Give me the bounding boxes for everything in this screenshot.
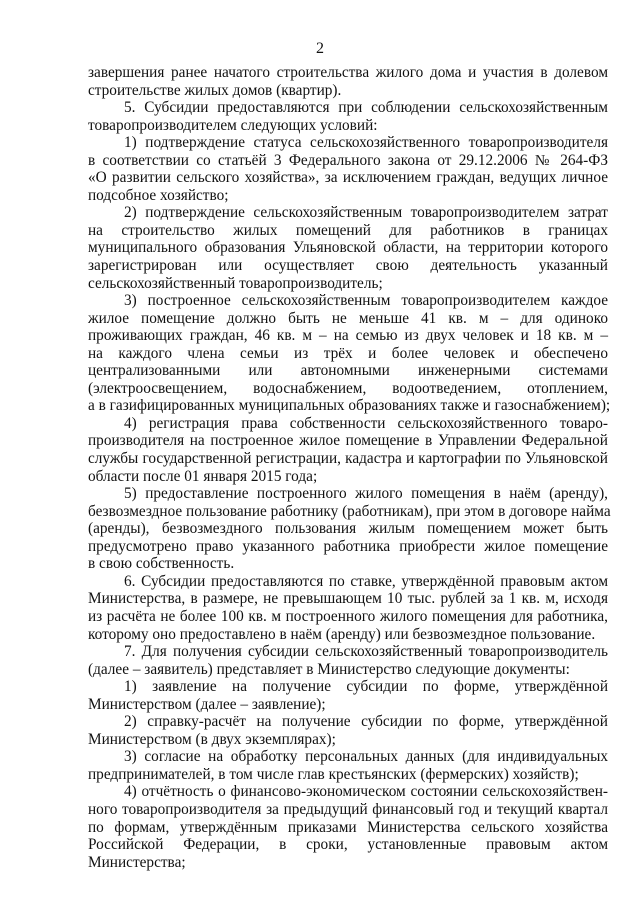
text-line: Российской Федерации, в сроки, установленные правовым актом: [88, 836, 608, 854]
text-line: 6. Субсидии предоставляются по ставке, утверждённой правовым актом: [124, 572, 608, 590]
text-line: на строительство жилых помещений для работников в границах: [88, 221, 608, 239]
text-line: завершения ранее начатого строительства жилого дома и участия в долевом: [88, 64, 608, 81]
text-line: 3) построенное сельскохозяйственным товаропроизводителем каждое: [124, 292, 608, 310]
text-line: сельскохозяйственный товаропроизводитель;: [88, 274, 383, 292]
text-line: 7. Для получения субсидии сельскохозяйственный товаропроизводитель: [124, 643, 608, 661]
text-line: из расчёта не более 100 кв. м построенного жилого помещения для работника,: [88, 607, 608, 625]
text-line: по формам, утверждённым приказами Министерства сельского хозяйства: [88, 818, 608, 836]
text-line: безвозмездное пользование работнику (работникам), при этом в договоре найма: [88, 502, 611, 520]
text-line: подсобное хозяйство;: [88, 186, 229, 204]
document-body: [88, 64, 611, 871]
text-line: 1) заявление на получение субсидии по форме, утверждённой: [124, 678, 608, 696]
text-line: 5. Субсидии предоставляются при соблюдении сельскохозяйственным: [124, 99, 608, 117]
text-line: Министерством (далее – заявление);: [88, 695, 326, 713]
text-line: «О развитии сельского хозяйства», за исключением граждан, ведущих личное: [88, 169, 608, 187]
text-line: 4) регистрация права собственности сельскохозяйственного товаро-: [124, 414, 608, 432]
text-line: которому оно предоставлено в наём (аренду) или безвозмездное пользование.: [88, 625, 596, 643]
text-line: централизованными или автономными инженерными системами: [88, 362, 608, 380]
text-line: Министерством (в двух экземплярах);: [88, 730, 336, 748]
text-line: службы государственной регистрации, кадастра и картографии по Ульяновской: [88, 450, 608, 468]
text-line: 3) согласие на обработку персональных данных (для индивидуальных: [124, 748, 608, 766]
text-line: а в газифицированных муниципальных образованиях также и газоснабжением);: [88, 397, 611, 415]
text-line: 5) предоставление построенного жилого помещения в наём (аренду),: [124, 485, 608, 503]
text-line: Министерства;: [88, 853, 186, 871]
text-line: в соответствии со статьёй 3 Федерального закона от 29.12.2006 № 264-ФЗ: [88, 151, 608, 169]
text-line: (электроосвещением, водоснабжением, водоотведением, отоплением,: [88, 379, 608, 397]
text-line: товаропроизводителем следующих условий:: [88, 116, 378, 134]
text-line: строительстве жилых домов (квартир).: [88, 81, 342, 99]
text-line: производителя на построенное жилое помещение в Управлении Федеральной: [88, 432, 608, 450]
text-line: на каждого члена семьи из трёх и более человек и обеспечено: [88, 344, 608, 362]
text-line: области после 01 января 2015 года;: [88, 467, 318, 485]
text-line: муниципального образования Ульяновской области, на территории которого: [88, 239, 608, 257]
text-line: 1) подтверждение статуса сельскохозяйственного товаропроизводителя: [124, 134, 608, 152]
text-line: проживающих граждан, 46 кв. м – на семью из двух человек и 18 кв. м –: [88, 327, 608, 345]
text-line: 2) подтверждение сельскохозяйственным товаропроизводителем затрат: [124, 204, 608, 222]
text-line: 4) отчётность о финансово-экономическом состоянии сельскохозяйствен-: [124, 783, 608, 801]
text-line: (аренды), безвозмездного пользования жилым помещением может быть: [88, 520, 608, 538]
text-line: Министерства, в размере, не превышающем 10 тыс. рублей за 1 кв. м, исходя: [88, 590, 608, 608]
text-line: предпринимателей, в том числе глав крестьянских (фермерских) хозяйств);: [88, 765, 579, 783]
text-line: (далее – заявитель) представляет в Министерство следующие документы:: [88, 660, 570, 678]
text-line: ного товаропроизводителя за предыдущий финансовый год и текущий квартал: [88, 800, 608, 818]
text-line: 2) справку-расчёт на получение субсидии по форме, утверждённой: [124, 713, 608, 731]
text-line: в свою собственность.: [88, 555, 235, 573]
text-line: зарегистрирован или осуществляет свою деятельность указанный: [88, 257, 608, 275]
text-line: жилое помещение должно быть не меньше 41 кв. м – для одиноко: [88, 309, 608, 327]
page-number: 2: [316, 40, 324, 57]
text-line: предусмотрено право указанного работника приобрести жилое помещение: [88, 537, 608, 555]
